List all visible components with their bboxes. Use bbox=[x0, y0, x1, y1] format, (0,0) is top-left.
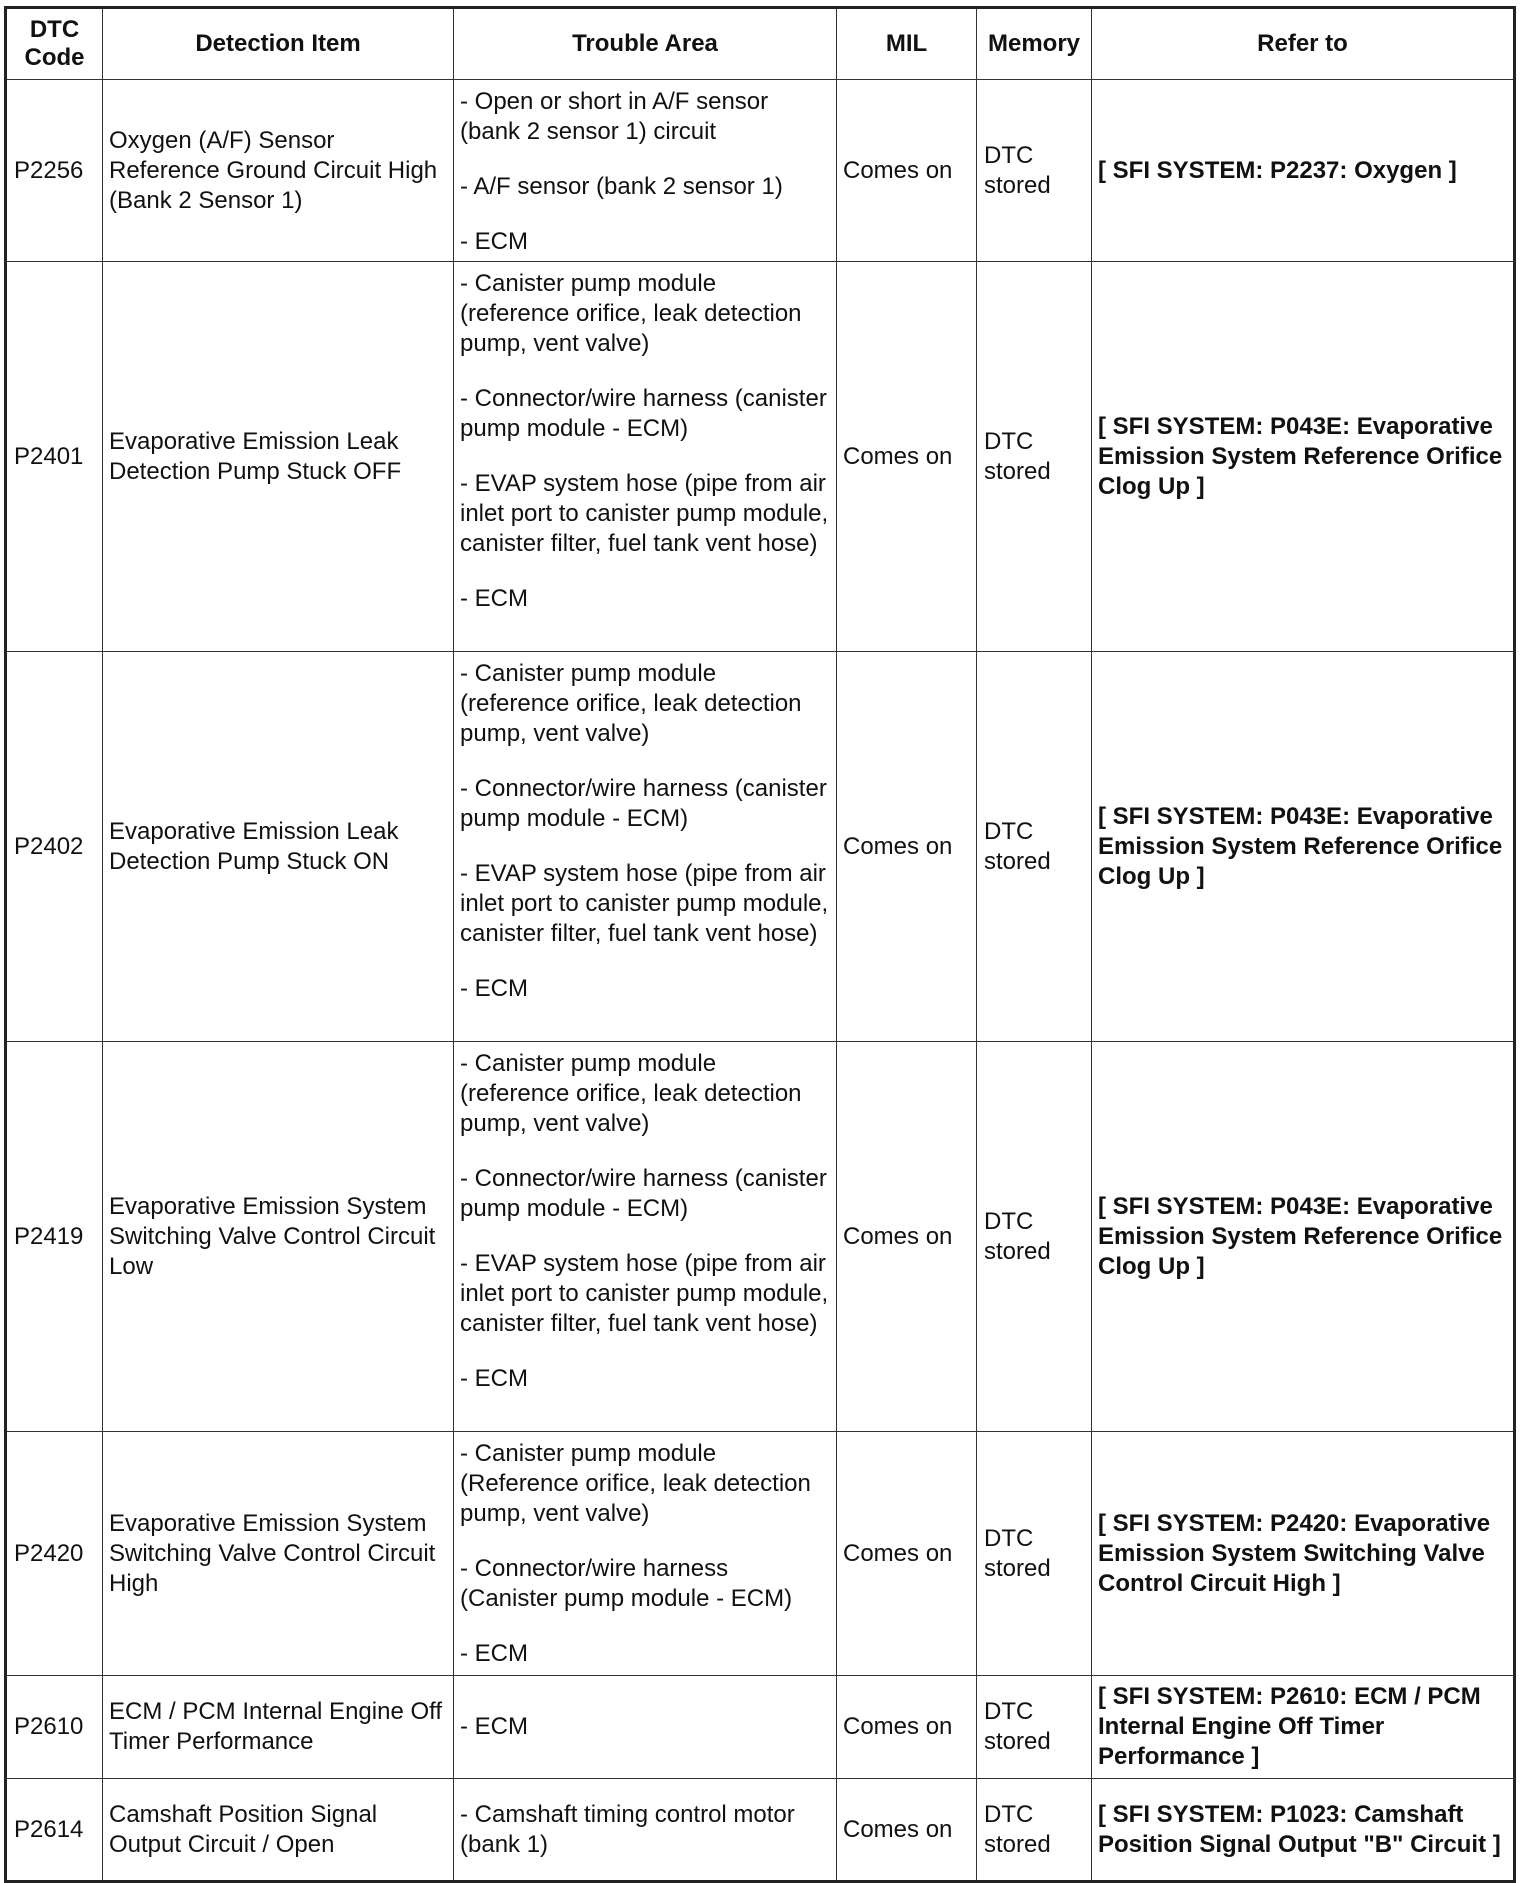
refer-link[interactable]: [ SFI SYSTEM: P043E: Evaporative Emission System Reference Orifice Clog Up ] bbox=[1092, 1042, 1515, 1432]
mil-status: Comes on bbox=[837, 652, 977, 1042]
trouble-item: - A/F sensor (bank 2 sensor 1) bbox=[460, 173, 783, 200]
trouble-area bbox=[454, 652, 837, 1042]
trouble-item: - ECM bbox=[460, 1365, 528, 1392]
table-row bbox=[6, 652, 1515, 1042]
mil-status: Comes on bbox=[837, 1779, 977, 1882]
memory-status: DTC stored bbox=[977, 262, 1092, 652]
header-row bbox=[6, 8, 1515, 80]
dtc-code: P2419 bbox=[6, 1042, 103, 1432]
refer-link[interactable]: [ SFI SYSTEM: P043E: Evaporative Emission System Reference Orifice Clog Up ] bbox=[1092, 652, 1515, 1042]
memory-status: DTC stored bbox=[977, 1676, 1092, 1779]
memory-status: DTC stored bbox=[977, 1432, 1092, 1676]
trouble-area bbox=[454, 1042, 837, 1432]
dtc-code: P2402 bbox=[6, 652, 103, 1042]
header-dtc-code-line1: DTC bbox=[29, 16, 80, 43]
trouble-item: - Canister pump module (reference orifice, leak detection pump, vent valve) bbox=[460, 270, 802, 357]
memory-status: DTC stored bbox=[977, 1042, 1092, 1432]
trouble-item: - Canister pump module (reference orifice, leak detection pump, vent valve) bbox=[460, 660, 802, 747]
trouble-item: - Connector/wire harness (canister pump module - ECM) bbox=[460, 385, 827, 442]
detection-item: Evaporative Emission System Switching Valve Control Circuit Low bbox=[103, 1042, 454, 1432]
trouble-item: - Canister pump module (reference orifice, leak detection pump, vent valve) bbox=[460, 1050, 802, 1137]
trouble-item: - EVAP system hose (pipe from air inlet port to canister pump module, canister filter, fuel tank vent hose) bbox=[460, 1250, 829, 1337]
header-mil: MIL bbox=[837, 8, 977, 80]
header-memory: Memory bbox=[977, 8, 1092, 80]
mil-status: Comes on bbox=[837, 1042, 977, 1432]
trouble-item: - ECM bbox=[460, 1640, 528, 1667]
mil-status: Comes on bbox=[837, 1432, 977, 1676]
dtc-code: P2610 bbox=[6, 1676, 103, 1779]
detection-item: Evaporative Emission Leak Detection Pump Stuck ON bbox=[103, 652, 454, 1042]
table-row bbox=[6, 1779, 1515, 1882]
refer-link[interactable]: [ SFI SYSTEM: P2610: ECM / PCM Internal Engine Off Timer Performance ] bbox=[1092, 1676, 1515, 1779]
dtc-code: P2614 bbox=[6, 1779, 103, 1882]
header-trouble-area: Trouble Area bbox=[454, 8, 837, 80]
trouble-item: - Camshaft timing control motor (bank 1) bbox=[460, 1800, 795, 1858]
table-row bbox=[6, 262, 1515, 652]
trouble-item: - EVAP system hose (pipe from air inlet port to canister pump module, canister filter, fuel tank vent hose) bbox=[460, 860, 829, 947]
trouble-item: - ECM bbox=[460, 228, 528, 255]
refer-link[interactable]: [ SFI SYSTEM: P2237: Oxygen ] bbox=[1092, 80, 1515, 262]
trouble-area bbox=[454, 1779, 837, 1882]
mil-status: Comes on bbox=[837, 80, 977, 262]
table-row bbox=[6, 1432, 1515, 1676]
dtc-code: P2256 bbox=[6, 80, 103, 262]
memory-status: DTC stored bbox=[977, 652, 1092, 1042]
header-refer-to: Refer to bbox=[1092, 8, 1515, 80]
dtc-table bbox=[4, 6, 1516, 1883]
dtc-code: P2420 bbox=[6, 1432, 103, 1676]
header-detection-item: Detection Item bbox=[103, 8, 454, 80]
detection-item: Evaporative Emission Leak Detection Pump Stuck OFF bbox=[103, 262, 454, 652]
trouble-item: - ECM bbox=[460, 585, 528, 612]
trouble-item: - ECM bbox=[460, 1713, 528, 1740]
refer-link[interactable]: [ SFI SYSTEM: P1023: Camshaft Position Signal Output "B" Circuit ] bbox=[1092, 1779, 1515, 1882]
trouble-item: - Canister pump module (Reference orifice, leak detection pump, vent valve) bbox=[460, 1440, 811, 1527]
header-dtc-code bbox=[6, 8, 103, 80]
dtc-code: P2401 bbox=[6, 262, 103, 652]
memory-status: DTC stored bbox=[977, 80, 1092, 262]
memory-status: DTC stored bbox=[977, 1779, 1092, 1882]
trouble-area bbox=[454, 80, 837, 262]
trouble-item: - Connector/wire harness (canister pump module - ECM) bbox=[460, 775, 827, 832]
trouble-area bbox=[454, 262, 837, 652]
trouble-item: - Open or short in A/F sensor (bank 2 sensor 1) circuit bbox=[460, 88, 769, 145]
refer-link[interactable]: [ SFI SYSTEM: P043E: Evaporative Emission System Reference Orifice Clog Up ] bbox=[1092, 262, 1515, 652]
mil-status: Comes on bbox=[837, 1676, 977, 1779]
header-dtc-code-line2: Code bbox=[24, 44, 85, 71]
trouble-item: - EVAP system hose (pipe from air inlet port to canister pump module, canister filter, fuel tank vent hose) bbox=[460, 470, 829, 557]
detection-item: Evaporative Emission System Switching Valve Control Circuit High bbox=[103, 1432, 454, 1676]
detection-item: Oxygen (A/F) Sensor Reference Ground Circuit High (Bank 2 Sensor 1) bbox=[103, 80, 454, 262]
table-row bbox=[6, 80, 1515, 262]
refer-link[interactable]: [ SFI SYSTEM: P2420: Evaporative Emission System Switching Valve Control Circuit High ] bbox=[1092, 1432, 1515, 1676]
trouble-area bbox=[454, 1432, 837, 1676]
trouble-item: - ECM bbox=[460, 975, 528, 1002]
table-row bbox=[6, 1676, 1515, 1779]
detection-item: Camshaft Position Signal Output Circuit / Open bbox=[103, 1779, 454, 1882]
trouble-area bbox=[454, 1676, 837, 1779]
trouble-item: - Connector/wire harness (canister pump module - ECM) bbox=[460, 1165, 827, 1222]
mil-status: Comes on bbox=[837, 262, 977, 652]
detection-item: ECM / PCM Internal Engine Off Timer Performance bbox=[103, 1676, 454, 1779]
table-row bbox=[6, 1042, 1515, 1432]
trouble-item: - Connector/wire harness (Canister pump module - ECM) bbox=[460, 1555, 793, 1612]
